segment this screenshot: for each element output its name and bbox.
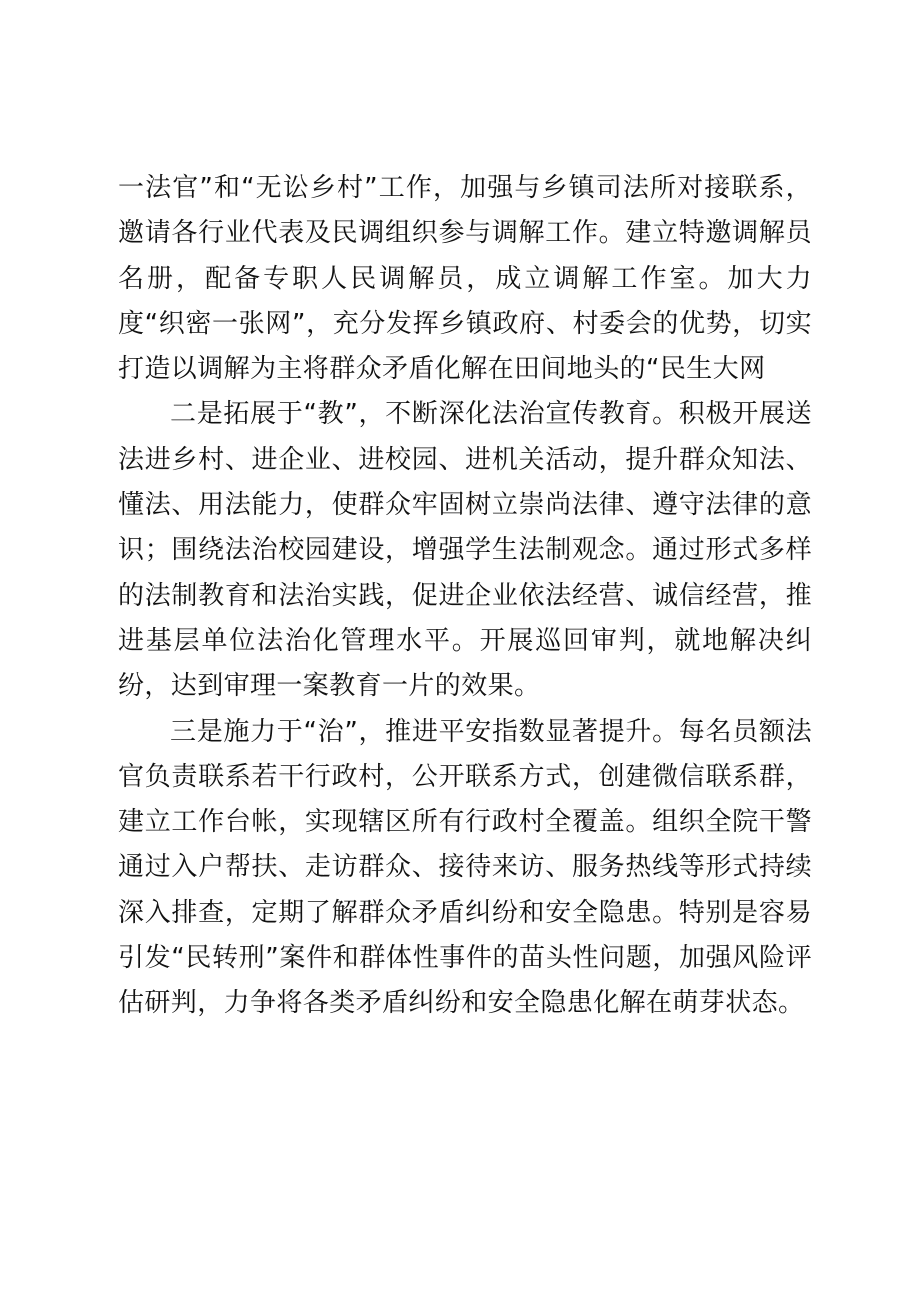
paragraph-continuation: 一法官”和“无讼乡村”工作，加强与乡镇司法所对接联系，邀请各行业代表及民调组织参与调解工作。建立特邀调解员名册，配备专职人民调解员，成立调解工作室。加大力度“织密一张网”，充分发挥乡镇政府、村委会的优势，切实打造以调解为主将群众矛盾化解在田间地头的“民生大网 xyxy=(118,173,812,385)
document-body xyxy=(118,166,812,1027)
paragraph-governance: 三是施力于“治”，推进平安指数显著提升。每名员额法官负责联系若干行政村，公开联系方式，创建微信联系群，建立工作台帐，实现辖区所有行政村全覆盖。组织全院干警通过入户帮扶、走访群众、接待来访、服务热线等形式持续深入排查，定期了解群众矛盾纠纷和安全隐患。特别是容易引发“民转刑”案件和群体性事件的苗头性问题，加强风险评估研判，力争将各类矛盾纠纷和安全隐患化解在萌芽状态。 xyxy=(118,716,812,1019)
paragraph-education: 二是拓展于“教”，不断深化法治宣传教育。积极开展送法进乡村、进企业、进校园、进机关活动，提升群众知法、懂法、用法能力，使群众牢固树立崇尚法律、遵守法律的意识；围绕法治校园建设，增强学生法制观念。通过形式多样的法制教育和法治实践，促进企业依法经营、诚信经营，推进基层单位法治化管理水平。开展巡回审判，就地解决纠纷，达到审理一案教育一片的效果。 xyxy=(118,399,812,702)
